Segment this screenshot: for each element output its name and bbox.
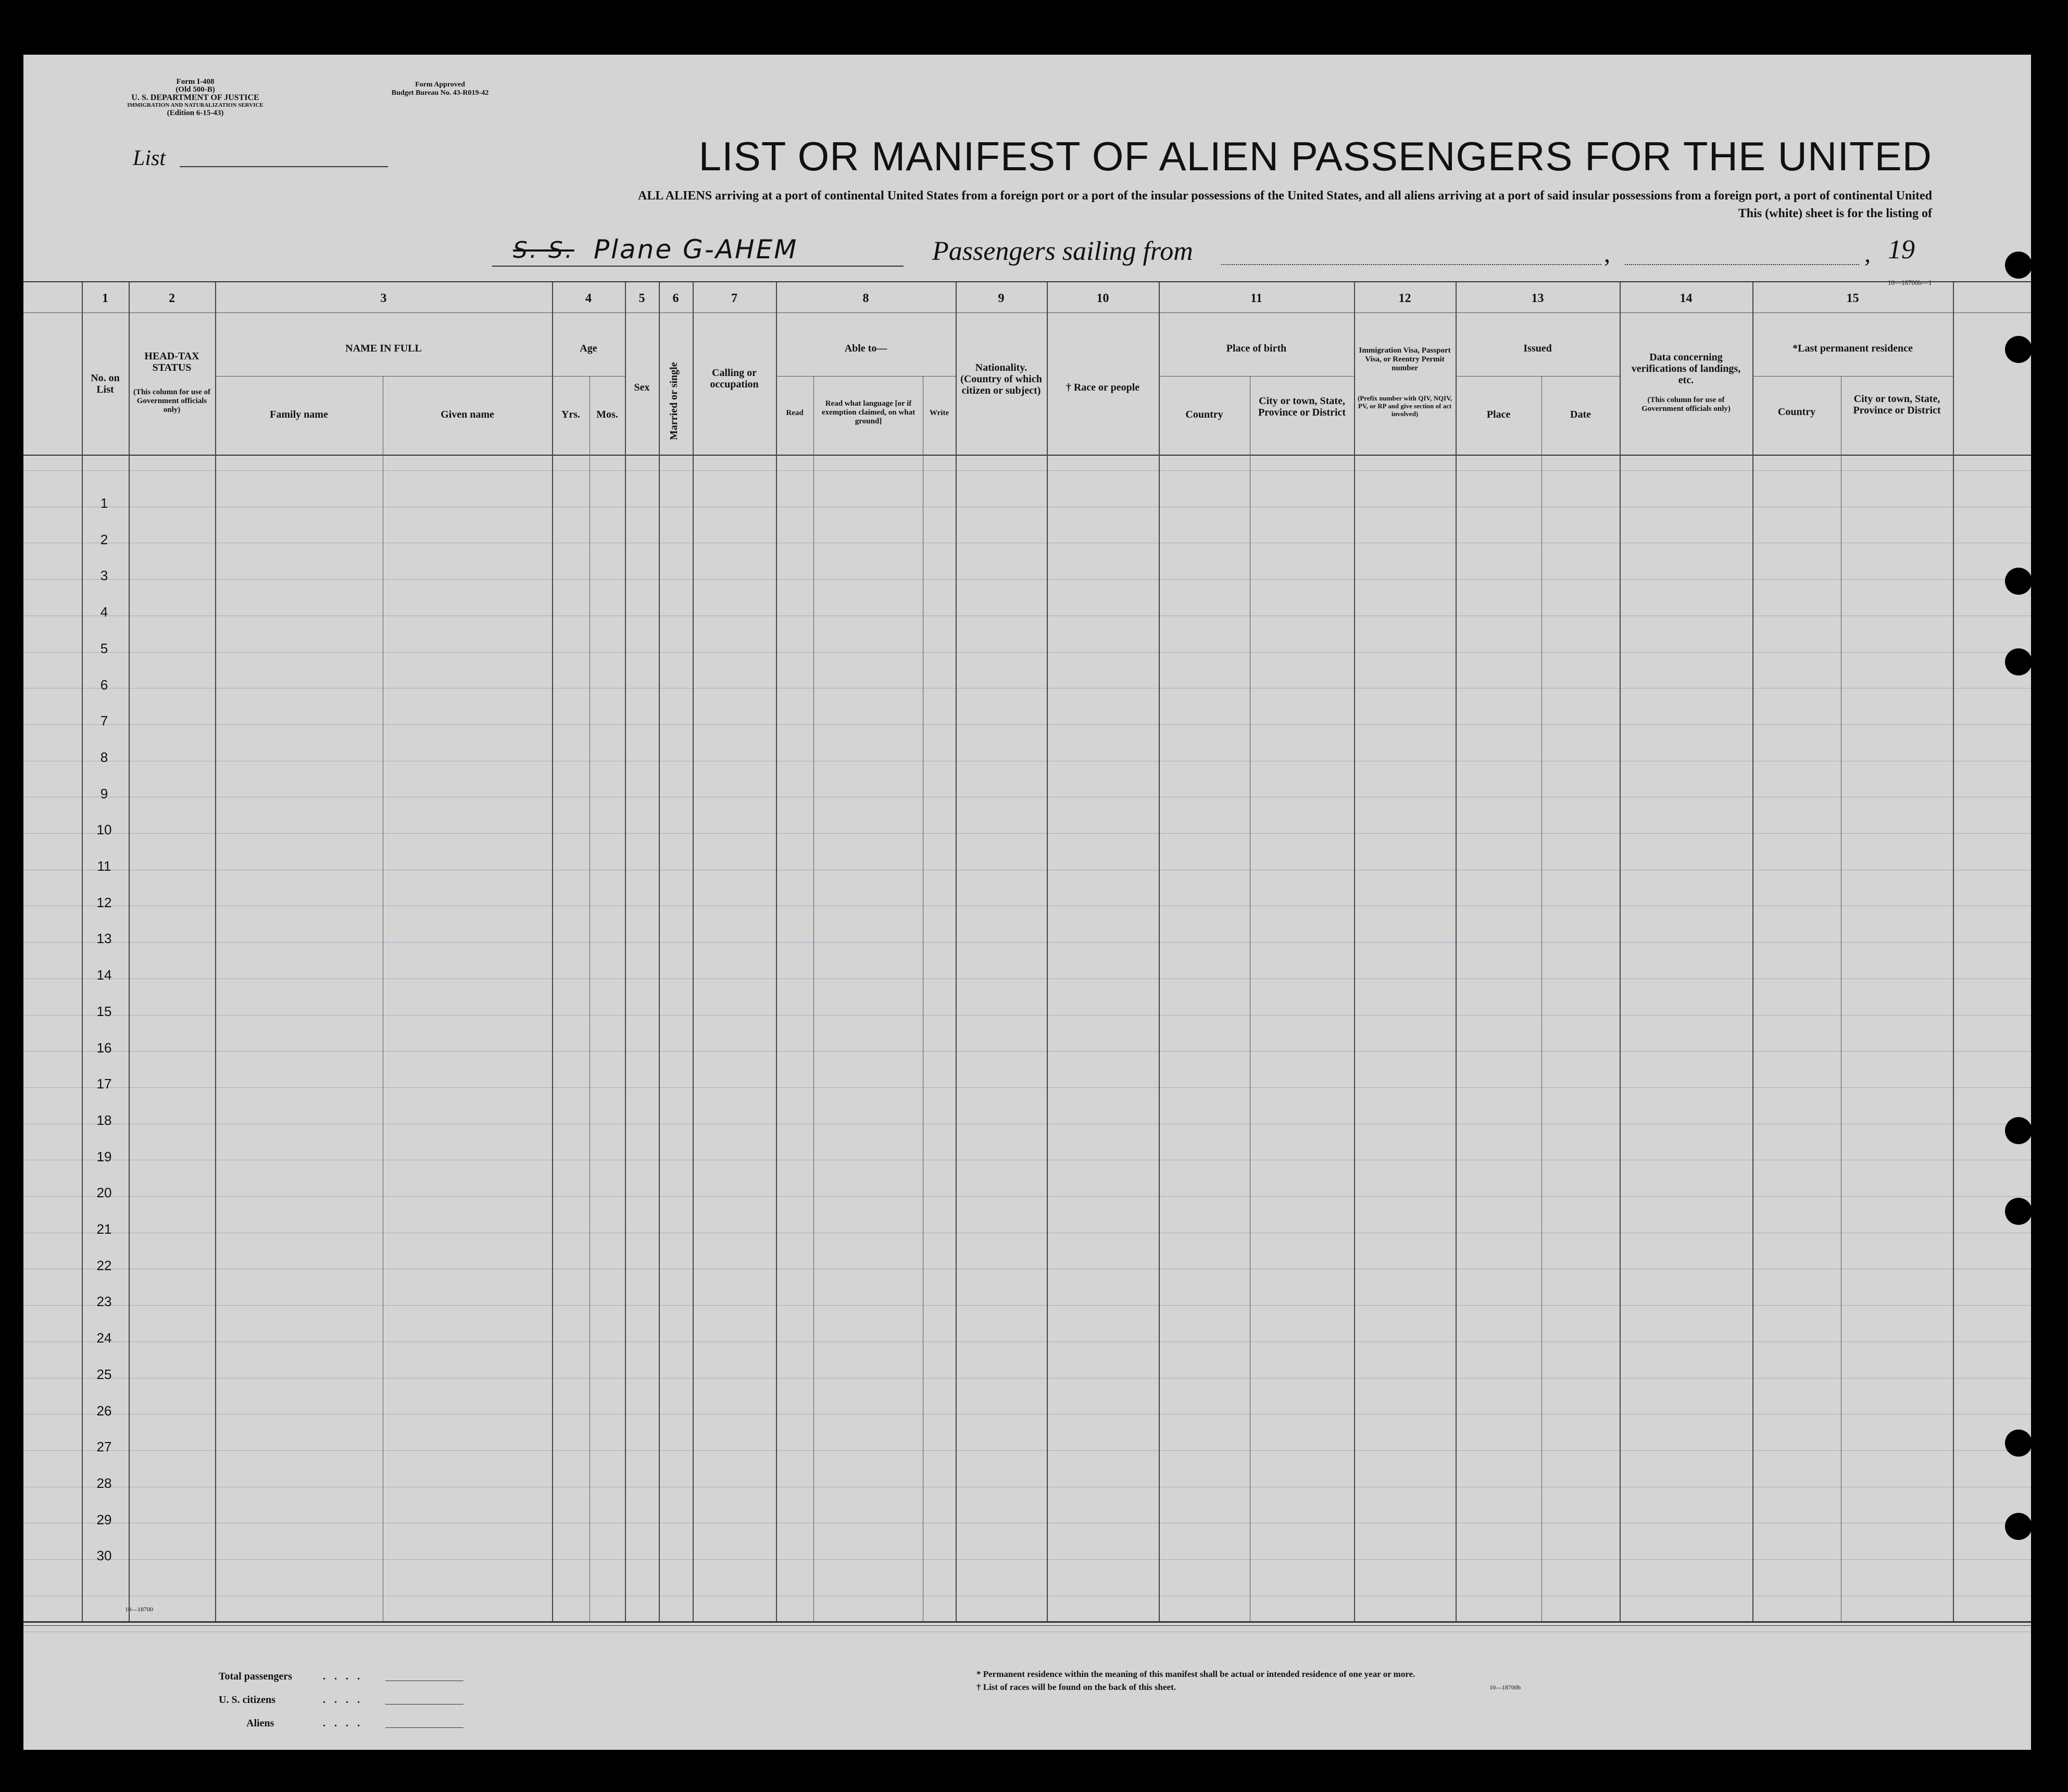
header-place-of-birth: Place of birth: [1226, 343, 1287, 354]
col-rule: [1620, 282, 1621, 1621]
aliens-label: Aliens: [246, 1718, 274, 1729]
column-number-rule: [23, 312, 2031, 313]
col-number-2: 2: [169, 292, 175, 305]
binder-hole: [2005, 252, 2031, 279]
able-subheader-rule: [776, 376, 956, 377]
col-number-10: 10: [1096, 292, 1109, 305]
table-row: [23, 724, 2031, 725]
header-name-in-full: NAME IN FULL: [345, 343, 422, 354]
col-rule: [129, 282, 130, 1621]
budget-approval: [357, 81, 523, 97]
header-family-name: Family name: [270, 409, 328, 420]
row-number: 28: [96, 1475, 112, 1491]
total-passengers-label: Total passengers: [219, 1671, 292, 1682]
col-rule: [215, 282, 216, 1621]
header-race: † Race or people: [1066, 382, 1140, 393]
header-nationality-note: (Country of which citizen or subject): [960, 373, 1042, 396]
col-number-12: 12: [1398, 292, 1411, 305]
dot-leader: . . . .: [323, 1671, 363, 1682]
residence-subheader-rule: [1752, 376, 1953, 377]
col-rule: [693, 282, 694, 1621]
header-given-name: Given name: [441, 409, 494, 420]
table-row: [23, 1196, 2031, 1197]
header-issued: Issued: [1523, 343, 1552, 354]
footnote-residence: * Permanent residence within the meaning of this manifest shall be actual or intended residence of one year or more.: [976, 1669, 1415, 1679]
header-sex: Sex: [634, 382, 650, 393]
approval-line-1: Form Approved: [415, 81, 465, 89]
col-rule: [659, 282, 660, 1621]
age-subheader-rule: [552, 376, 625, 377]
header-data-verifications-note: (This column for use of Government officials only): [1641, 396, 1731, 413]
table-bottom-rule: [23, 1621, 2031, 1623]
binder-hole: [2005, 568, 2031, 595]
header-calling: Calling or occupation: [710, 367, 759, 390]
table-row: [23, 1015, 2031, 1016]
footnote-races: † List of races will be found on the back of this sheet.: [976, 1682, 1176, 1692]
col-rule: [1456, 282, 1457, 1621]
header-yrs: Yrs.: [561, 409, 581, 420]
binder-hole: [2005, 1117, 2031, 1144]
col-number-6: 6: [672, 292, 679, 305]
header-place: Place: [1486, 409, 1511, 420]
row-number: 9: [100, 785, 108, 801]
header-nationality: Nationality.: [975, 362, 1027, 373]
table-top-rule: [23, 281, 2031, 282]
row-number: 23: [96, 1294, 112, 1310]
col-rule: [625, 282, 626, 1621]
row-number: 29: [96, 1511, 112, 1527]
row-number: 4: [100, 604, 108, 620]
row-number: 22: [96, 1257, 112, 1273]
print-stamp: 10—18700b—1: [1888, 279, 1932, 286]
row-number: 26: [96, 1402, 112, 1419]
row-number: 1: [100, 495, 108, 511]
header-city-2: City or town, State, Province or District: [1853, 393, 1941, 416]
table-row: [23, 1087, 2031, 1088]
issued-subheader-rule: [1456, 376, 1620, 377]
header-mos: Mos.: [596, 409, 618, 420]
row-number: 18: [96, 1112, 112, 1128]
row-number: 10: [96, 822, 112, 838]
row-number: 24: [96, 1330, 112, 1346]
col-number-15: 15: [1846, 292, 1859, 305]
ship-name-handwritten: Plane G-AHEM: [594, 234, 798, 265]
header-write: Write: [929, 409, 949, 417]
birth-subheader-rule: [1159, 376, 1354, 377]
col-number-7: 7: [731, 292, 737, 305]
table-row: [23, 1559, 2031, 1560]
row-number: 30: [96, 1548, 112, 1564]
row-number: 16: [96, 1039, 112, 1056]
table-row: [23, 652, 2031, 653]
us-citizens-field[interactable]: [385, 1704, 463, 1705]
col-number-3: 3: [380, 292, 387, 305]
binder-hole: [2005, 336, 2031, 363]
header-head-tax-note: (This column for use of Government officials only): [133, 388, 211, 414]
print-code: 10—18700: [125, 1606, 153, 1613]
row-number: 6: [100, 676, 108, 693]
header-last-residence: *Last permanent residence: [1793, 343, 1913, 354]
binder-hole: [2005, 1430, 2031, 1457]
approval-line-2: Budget Bureau No. 43-R019-42: [391, 89, 489, 97]
col-number-9: 9: [998, 292, 1005, 305]
header-visa: Immigration Visa, Passport Visa, or Reentry Permit number: [1359, 346, 1451, 372]
binder-hole: [2005, 1198, 2031, 1225]
list-number-field[interactable]: [180, 166, 388, 167]
col-rule: [813, 376, 814, 1621]
col-rule: [1047, 282, 1048, 1621]
form-edition: (Edition 6-15-43): [167, 109, 224, 117]
col-rule: [82, 282, 83, 1621]
intro-text-1: ALL ALIENS arriving at a port of continental United States from a foreign port or a port of the insular possessions of the United States, and all aliens arriving at a port of said insular possessions from a foreign port, a port of continental United: [638, 189, 1932, 203]
header-date: Date: [1570, 409, 1591, 420]
aliens-field[interactable]: [385, 1727, 463, 1728]
col-number-5: 5: [638, 292, 645, 305]
binder-hole: [2005, 1513, 2031, 1540]
col-number-4: 4: [585, 292, 592, 305]
sailing-from-label: Passengers sailing from: [932, 236, 1193, 266]
row-number: 13: [96, 931, 112, 947]
row-number: 8: [100, 749, 108, 765]
row-number: 12: [96, 894, 112, 910]
col-number-1: 1: [102, 292, 108, 305]
col-rule: [1752, 282, 1753, 1621]
table-row: [23, 1450, 2031, 1451]
row-number: 25: [96, 1366, 112, 1382]
table-row: [23, 833, 2031, 834]
year-prefix: 19: [1888, 235, 1915, 265]
sailing-date-field[interactable]: [1625, 264, 1859, 265]
col-rule: [776, 282, 777, 1621]
header-married: Married or single: [668, 362, 680, 440]
manifest-sheet: [23, 55, 2031, 1750]
department-name: U. S. DEPARTMENT OF JUSTICE: [131, 93, 259, 102]
row-number: 19: [96, 1148, 112, 1164]
col-rule: [956, 282, 957, 1621]
table-header-bottom-rule: [23, 455, 2031, 456]
comma-1: ,: [1604, 240, 1610, 268]
sailing-port-field[interactable]: [1221, 264, 1601, 265]
header-read: Read: [786, 409, 804, 417]
row-number: 27: [96, 1439, 112, 1455]
header-visa-note: (Prefix number with QIV, NQIV, PV, or RP and give section of act involved): [1357, 394, 1452, 418]
col-number-14: 14: [1680, 292, 1693, 305]
list-label: List: [133, 146, 166, 170]
col-number-11: 11: [1250, 292, 1262, 305]
col-rule: [552, 282, 553, 1621]
binder-hole: [2005, 648, 2031, 675]
table-row: [23, 470, 2031, 471]
table-row: [23, 1378, 2031, 1379]
row-number: 5: [100, 640, 108, 656]
comma-2: ,: [1864, 240, 1871, 268]
header-city: City or town, State, Province or District: [1258, 395, 1346, 418]
row-number: 14: [96, 967, 112, 983]
intro-text-2: This (white) sheet is for the listing of: [1738, 207, 1932, 220]
ship-name-field[interactable]: [492, 266, 904, 267]
row-number: 7: [100, 713, 108, 729]
print-code-2: 10—18700b: [1489, 1684, 1521, 1691]
form-identification: [107, 78, 284, 117]
row-number: 20: [96, 1185, 112, 1201]
header-country: Country: [1185, 409, 1223, 420]
row-number: 2: [100, 531, 108, 547]
form-old-number: (Old 500-B): [176, 85, 215, 94]
row-number: 15: [96, 1003, 112, 1019]
row-number: 21: [96, 1221, 112, 1237]
dot-leader: . . . .: [323, 1694, 363, 1706]
col-rule: [1953, 282, 1954, 1621]
header-country-2: Country: [1777, 406, 1816, 418]
name-subheader-rule: [215, 376, 552, 377]
row-number: 11: [97, 858, 111, 874]
form-number: Form I-408: [176, 78, 215, 86]
header-able-to: Able to—: [844, 343, 887, 354]
table-row: [23, 579, 2031, 580]
table-row: [23, 1305, 2031, 1306]
col-rule: [1354, 282, 1355, 1621]
us-citizens-label: U. S. citizens: [219, 1694, 275, 1706]
col-rule: [1541, 376, 1542, 1621]
header-data-verifications: Data concerning verifications of landings, etc.: [1631, 352, 1741, 386]
table-bottom-rule-2: [23, 1625, 2031, 1626]
ship-prefix: S. S.: [513, 237, 574, 264]
row-number: 17: [96, 1076, 112, 1092]
row-number: 3: [100, 568, 108, 584]
col-number-8: 8: [862, 292, 869, 305]
page-title: LIST OR MANIFEST OF ALIEN PASSENGERS FOR THE UNITED: [698, 133, 1932, 179]
header-age: Age: [580, 343, 597, 354]
col-rule: [1159, 282, 1160, 1621]
service-name: IMMIGRATION AND NATURALIZATION SERVICE: [127, 102, 264, 108]
dot-leader: . . . .: [323, 1718, 363, 1729]
header-read-language: Read what language [or if exemption claimed, on what ground]: [821, 399, 916, 425]
header-head-tax: HEAD-TAX STATUS: [144, 350, 199, 373]
header-no-on-list: No. on List: [91, 372, 120, 395]
col-number-13: 13: [1531, 292, 1544, 305]
table-row: [23, 942, 2031, 943]
